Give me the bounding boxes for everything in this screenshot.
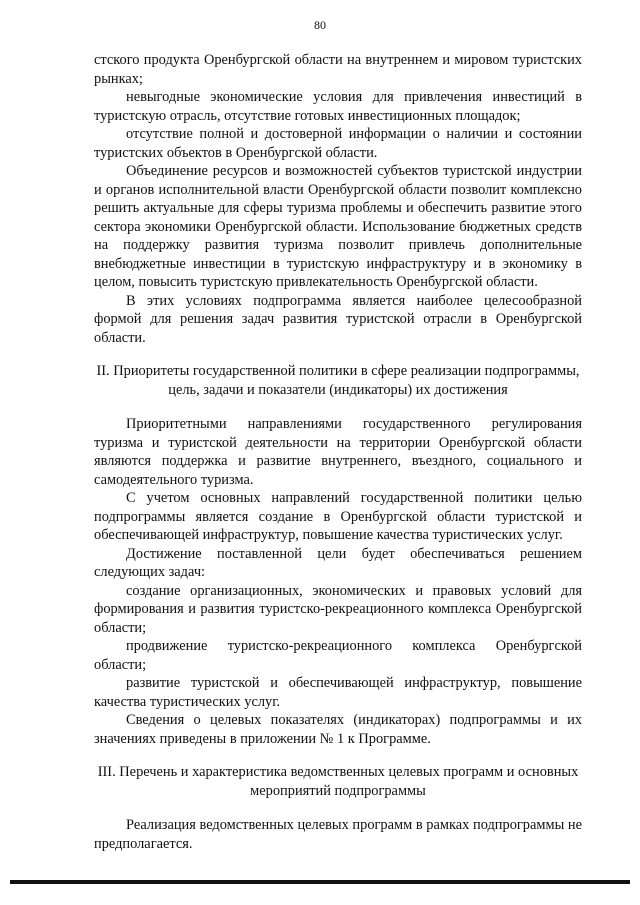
bottom-rule bbox=[10, 880, 630, 884]
paragraph: Сведения о целевых показателях (индикаторах) подпрограммы и их значениях приведены в приложении № 1 к Программе. bbox=[94, 712, 582, 747]
paragraph: Объединение ресурсов и возможностей субъектов туристской индустрии и органов исполнительной власти Оренбургской области позволит комплексно решить актуальные для сферы туризма проблемы и обеспечить развитие этого сектора экономики Оренбургской области. Использование бюджетных средств на поддержку развития туризма позволит привлечь дополнительные внебюджетные инвестиции в туристскую инфраструктуру и в экономику в целом, повысить туристскую привлекательность Оренбургской области. bbox=[94, 163, 582, 290]
paragraph: невыгодные экономические условия для привлечения инвестиций в туристскую отрасль, отсутствие готовых инвестиционных площадок; bbox=[94, 89, 582, 124]
paragraph: развитие туристской и обеспечивающей инфраструктур, повышение качества туристических услуг. bbox=[94, 675, 582, 710]
section-heading-2: II. Приоритеты государственной политики в сфере реализации подпрограммы, цель, задачи и показатели (индикаторы) их достижения bbox=[96, 363, 580, 398]
paragraph: С учетом основных направлений государственной политики целью подпрограммы является создание в Оренбургской области туристской и обеспечивающей инфраструктур, повышение качества туристических услуг. bbox=[94, 490, 582, 543]
paragraph: В этих условиях подпрограмма является наиболее целесообразной формой для решения задач развития туристской отрасли в Оренбургской области. bbox=[94, 292, 582, 346]
page-number: 80 bbox=[314, 18, 326, 32]
paragraph: создание организационных, экономических и правовых условий для формирования и развития туристско-рекреационного комплекса Оренбургской области; bbox=[94, 582, 582, 636]
paragraph: отсутствие полной и достоверной информации о наличии и состоянии туристских объектов в Оренбургской области. bbox=[94, 126, 582, 161]
paragraph: Достижение поставленной цели будет обеспечиваться решением следующих задач: bbox=[94, 545, 582, 580]
paragraph: Приоритетными направлениями государственного регулирования туризма и туристской деятельности на территории Оренбургской области являются поддержка и развитие внутреннего, въездного, социального и самодеятельного туризма. bbox=[94, 416, 582, 488]
section-heading-3: III. Перечень и характеристика ведомственных целевых программ и основных мероприятий подпрограммы bbox=[97, 764, 579, 799]
paragraph: Реализация ведомственных целевых программ в рамках подпрограммы не предполагается. bbox=[94, 817, 582, 852]
paragraph: продвижение туристско-рекреационного комплекса Оренбургской области; bbox=[94, 638, 582, 673]
document-body bbox=[94, 51, 582, 853]
paragraph: стского продукта Оренбургской области на внутреннем и мировом туристских рынках; bbox=[94, 52, 582, 87]
